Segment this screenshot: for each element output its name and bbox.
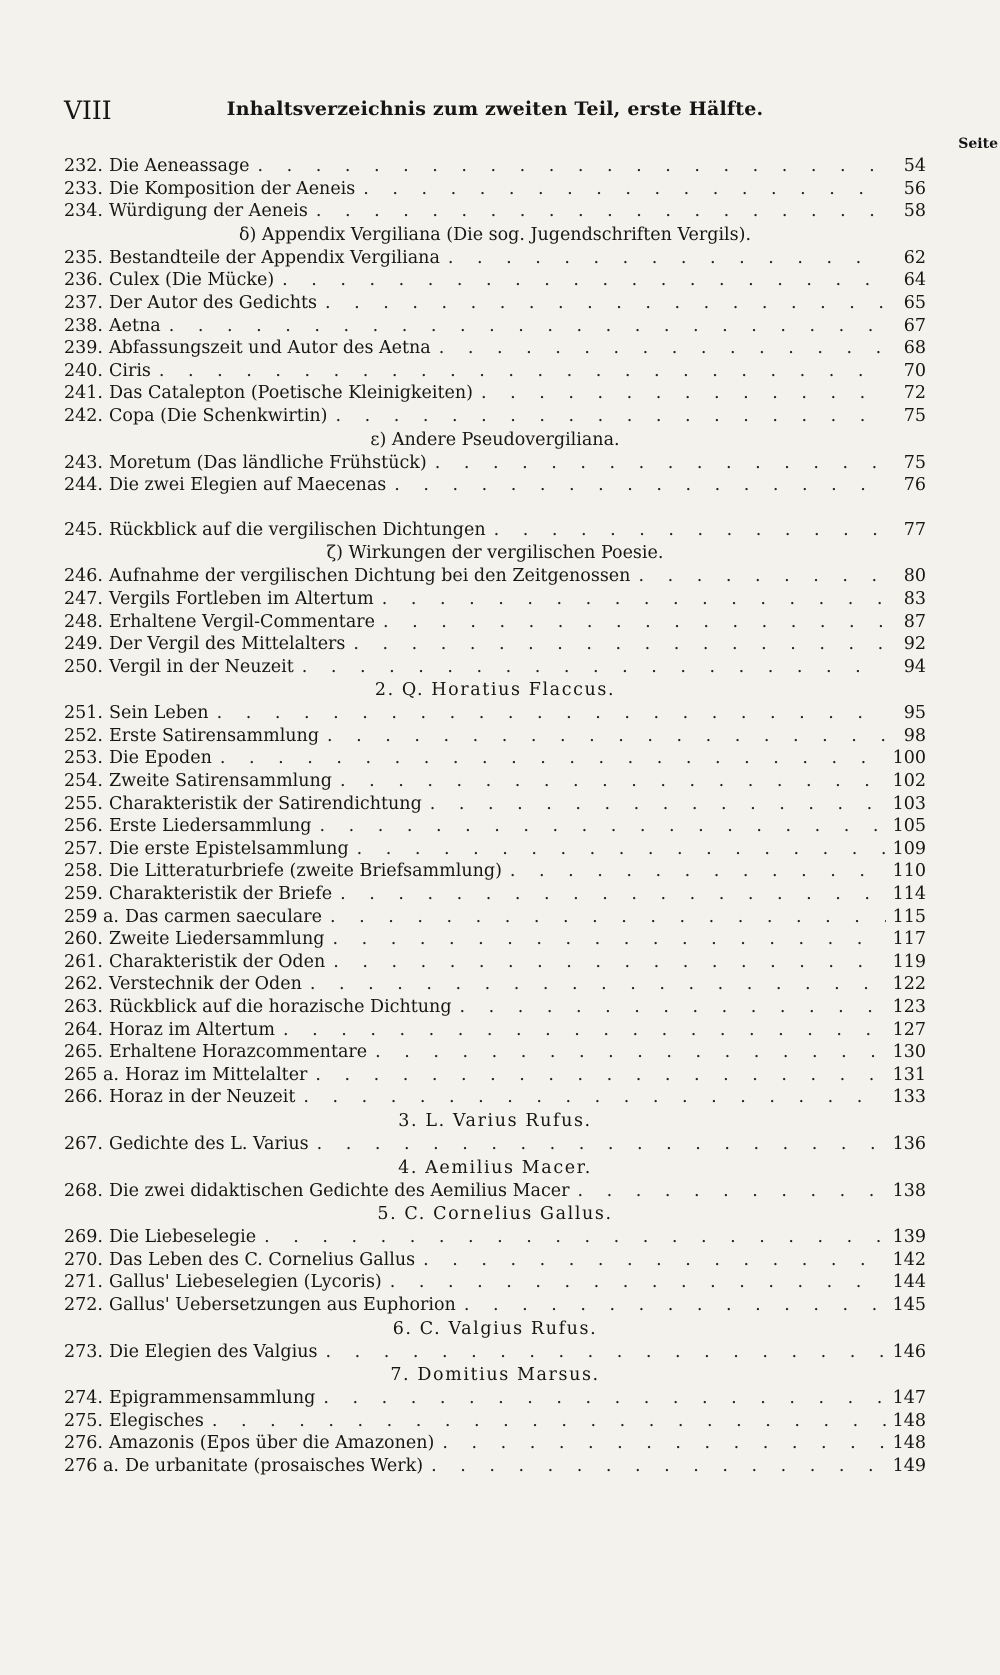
page-number: VIII — [64, 96, 112, 125]
page-header — [64, 96, 926, 130]
dot-leader — [386, 474, 886, 497]
entry-page: 83 — [903, 588, 926, 609]
dot-leader — [317, 1341, 886, 1364]
entry-title: Epigrammensammlung — [108, 1388, 316, 1409]
entry-page: 147 — [892, 1388, 926, 1409]
entry-page: 144 — [892, 1272, 926, 1293]
dot-leader — [452, 996, 886, 1019]
toc-entry — [64, 588, 926, 611]
entry-title: Die zwei didaktischen Gedichte des Aemilius Macer — [108, 1180, 570, 1201]
toc-entry — [64, 883, 926, 906]
entry-number: 247. — [64, 588, 103, 609]
toc-entry — [64, 815, 926, 838]
entry-number: 238. — [64, 315, 103, 336]
entry-number: 274. — [64, 1388, 103, 1409]
entry-page: 149 — [892, 1455, 926, 1476]
entry-page: 119 — [892, 951, 926, 972]
entry-title: Gallus' Uebersetzungen aus Euphorion — [108, 1294, 456, 1315]
section-heading: δ) Appendix Vergiliana (Die sog. Jugendschriften Vergils). — [238, 224, 752, 245]
entry-title: Die zwei Elegien auf Maecenas — [108, 475, 387, 496]
entry-number: 254. — [64, 771, 103, 792]
toc-entry — [64, 1041, 926, 1064]
entry-title: Bestandteile der Appendix Vergiliana — [108, 247, 440, 268]
entry-number: 255. — [64, 793, 103, 814]
dot-leader — [332, 770, 886, 793]
entry-title: Das carmen saeculare — [124, 906, 322, 927]
toc-entry — [64, 1271, 926, 1294]
entry-page: 70 — [903, 360, 926, 381]
section-heading: 7. Domitius Marsus. — [390, 1365, 600, 1386]
toc-entry — [64, 1180, 926, 1203]
toc-entry — [64, 747, 926, 770]
entry-title: Horaz im Mittelalter — [124, 1064, 308, 1085]
dot-leader — [212, 747, 886, 770]
table-of-contents — [64, 155, 926, 1478]
section-heading: ζ) Wirkungen der vergilischen Poesie. — [326, 543, 664, 564]
entry-page: 103 — [892, 793, 926, 814]
entry-page: 105 — [892, 816, 926, 837]
entry-page: 145 — [892, 1294, 926, 1315]
entry-number: 276. — [64, 1433, 103, 1454]
entry-title: Vergil in der Neuzeit — [108, 656, 294, 677]
dot-leader — [315, 1387, 886, 1410]
entry-page: 148 — [892, 1433, 926, 1454]
entry-title: Charakteristik der Briefe — [108, 884, 333, 905]
entry-page: 133 — [892, 1087, 926, 1108]
toc-entry — [64, 1387, 926, 1410]
entry-number: 252. — [64, 725, 103, 746]
dot-leader — [415, 1249, 886, 1272]
entry-title: Der Vergil des Mittelalters — [108, 634, 346, 655]
toc-entry — [64, 292, 926, 315]
entry-title: Erhaltene Horazcommentare — [108, 1042, 368, 1063]
toc-entry — [64, 1249, 926, 1272]
entry-title: De urbanitate (prosaisches Werk) — [124, 1455, 424, 1476]
toc-entry — [64, 337, 926, 360]
dot-leader — [422, 793, 886, 816]
entry-page: 123 — [892, 997, 926, 1017]
dot-leader — [427, 452, 886, 475]
dot-leader — [317, 292, 886, 315]
dot-leader — [294, 656, 886, 679]
toc-entry — [64, 656, 926, 679]
entry-number: 250. — [64, 656, 103, 677]
entry-title: Die Litteraturbriefe (zweite Briefsammlung) — [108, 861, 502, 882]
entry-number: 275. — [64, 1410, 103, 1431]
toc-entry — [64, 838, 926, 861]
entry-page: 80 — [903, 566, 926, 587]
dot-leader — [375, 611, 886, 634]
entry-number: 269. — [64, 1227, 103, 1248]
entry-number: 268. — [64, 1180, 103, 1201]
entry-page: 114 — [892, 884, 926, 905]
dot-leader — [327, 405, 886, 428]
section-heading: 5. C. Cornelius Gallus. — [377, 1204, 613, 1225]
entry-number: 265 a. — [64, 1064, 119, 1085]
entry-page: 72 — [903, 383, 926, 404]
entry-title: Zweite Satirensammlung — [108, 771, 332, 792]
entry-title: Abfassungszeit und Autor des Aetna — [108, 338, 431, 359]
dot-leader — [423, 1455, 886, 1478]
entry-page: 62 — [903, 247, 926, 268]
entry-number: 263. — [64, 997, 103, 1017]
blank-line — [64, 497, 926, 519]
entry-title: Erhaltene Vergil-Commentare — [108, 611, 375, 632]
entry-page: 54 — [903, 156, 926, 176]
dot-leader — [473, 382, 886, 405]
entry-number: 235. — [64, 247, 103, 268]
toc-entry — [64, 633, 926, 656]
entry-number: 246. — [64, 566, 103, 587]
dot-leader — [569, 1180, 886, 1203]
entry-title: Rückblick auf die horazische Dichtung — [108, 997, 452, 1017]
dot-leader — [440, 247, 886, 270]
entry-title: Verstechnik der Oden — [108, 974, 302, 995]
entry-number: 249. — [64, 634, 103, 655]
entry-number: 253. — [64, 748, 103, 769]
entry-title: Zweite Liedersammlung — [108, 929, 325, 950]
entry-title: Würdigung der Aeneis — [108, 201, 308, 222]
toc-entry — [64, 178, 926, 201]
entry-number: 257. — [64, 838, 103, 859]
toc-entry — [64, 1410, 926, 1433]
toc-entry — [64, 519, 926, 542]
entry-page: 77 — [903, 519, 926, 540]
entry-number: 258. — [64, 861, 103, 882]
entry-page: 58 — [903, 201, 926, 222]
entry-title: Die erste Epistelsammlung — [108, 838, 349, 859]
entry-number: 261. — [64, 951, 103, 972]
dot-leader — [325, 951, 886, 974]
dot-leader — [309, 1133, 886, 1156]
entry-number: 256. — [64, 816, 103, 837]
entry-page: 76 — [903, 475, 926, 496]
entry-number: 239. — [64, 338, 103, 359]
dot-leader — [311, 815, 886, 838]
toc-entry — [64, 1226, 926, 1249]
entry-page: 148 — [892, 1410, 926, 1431]
entry-title: Der Autor des Gedichts — [108, 292, 318, 313]
entry-page: 142 — [892, 1249, 926, 1270]
entry-page: 127 — [892, 1019, 926, 1040]
entry-title: Elegisches — [108, 1410, 204, 1431]
dot-leader — [431, 337, 886, 360]
toc-entry — [64, 247, 926, 270]
dot-leader — [308, 200, 886, 223]
entry-title: Copa (Die Schenkwirtin) — [108, 405, 328, 426]
toc-entry — [64, 973, 926, 996]
toc-entry — [64, 996, 926, 1019]
toc-entry — [64, 1455, 926, 1478]
entry-number: 232. — [64, 156, 103, 176]
entry-title: Erste Satirensammlung — [108, 725, 320, 746]
entry-page: 98 — [903, 725, 926, 746]
entry-number: 236. — [64, 270, 103, 291]
seite-label: Seite — [958, 136, 998, 152]
entry-title: Erste Liedersammlung — [108, 816, 312, 837]
dot-leader — [275, 1019, 886, 1042]
entry-title: Aufnahme der vergilischen Dichtung bei den Zeitgenossen — [108, 566, 631, 587]
toc-entry — [64, 565, 926, 588]
entry-page: 92 — [903, 634, 926, 655]
entry-number: 259 a. — [64, 906, 119, 927]
dot-leader — [355, 178, 886, 201]
dot-leader — [486, 519, 886, 542]
dot-leader — [345, 633, 886, 656]
toc-entry — [64, 1432, 926, 1455]
section-heading: 2. Q. Horatius Flaccus. — [374, 680, 616, 701]
entry-number: 260. — [64, 929, 103, 950]
toc-entry — [64, 928, 926, 951]
entry-page: 75 — [903, 405, 926, 426]
toc-entry — [64, 1341, 926, 1364]
toc-entry — [64, 860, 926, 883]
dot-leader — [319, 725, 886, 748]
toc-entry — [64, 1019, 926, 1042]
entry-page: 109 — [892, 838, 926, 859]
entry-page: 94 — [903, 656, 926, 677]
toc-entry — [64, 1133, 926, 1156]
entry-page: 139 — [892, 1227, 926, 1248]
dot-leader — [256, 1226, 886, 1249]
entry-page: 131 — [892, 1064, 926, 1085]
toc-entry — [64, 770, 926, 793]
entry-page: 87 — [903, 611, 926, 632]
toc-entry — [64, 200, 926, 223]
entry-number: 248. — [64, 611, 103, 632]
entry-number: 243. — [64, 452, 103, 473]
entry-title: Die Liebeselegie — [108, 1227, 257, 1248]
entry-title: Die Komposition der Aeneis — [108, 178, 356, 199]
toc-entry — [64, 452, 926, 475]
entry-number: 271. — [64, 1272, 103, 1293]
toc-entry — [64, 611, 926, 634]
toc-entry — [64, 725, 926, 748]
dot-leader — [250, 155, 886, 178]
toc-entry — [64, 405, 926, 428]
toc-entry — [64, 269, 926, 292]
section-heading: 4. Aemilius Macer. — [398, 1157, 592, 1178]
dot-leader — [630, 565, 886, 588]
dot-leader — [274, 269, 886, 292]
toc-entry — [64, 793, 926, 816]
dot-leader — [307, 1064, 886, 1087]
entry-title: Das Leben des C. Cornelius Gallus — [108, 1249, 416, 1270]
entry-title: Sein Leben — [108, 703, 209, 724]
entry-title: Ciris — [108, 360, 151, 381]
entry-page: 102 — [892, 771, 926, 792]
dot-leader — [456, 1294, 886, 1317]
entry-page: 136 — [892, 1133, 926, 1154]
entry-number: 273. — [64, 1341, 103, 1362]
entry-page: 75 — [903, 452, 926, 473]
entry-number: 272. — [64, 1294, 103, 1315]
dot-leader — [349, 838, 886, 861]
entry-number: 267. — [64, 1133, 103, 1154]
entry-number: 251. — [64, 703, 103, 724]
entry-number: 259. — [64, 884, 103, 905]
entry-number: 276 a. — [64, 1455, 119, 1476]
toc-entry — [64, 951, 926, 974]
entry-number: 237. — [64, 292, 103, 313]
entry-title: Die Elegien des Valgius — [108, 1341, 318, 1362]
dot-leader — [324, 928, 886, 951]
entry-number: 242. — [64, 405, 103, 426]
entry-number: 264. — [64, 1019, 103, 1040]
dot-leader — [161, 315, 886, 338]
entry-page: 115 — [892, 906, 926, 927]
toc-entry — [64, 702, 926, 725]
entry-page: 117 — [892, 929, 926, 950]
entry-number: 270. — [64, 1249, 103, 1270]
running-title: Inhaltsverzeichnis zum zweiten Teil, erste Hälfte. — [226, 98, 764, 120]
toc-entry — [64, 315, 926, 338]
entry-page: 130 — [892, 1042, 926, 1063]
section-heading: 6. C. Valgius Rufus. — [392, 1318, 598, 1339]
entry-page: 100 — [892, 748, 926, 769]
entry-page: 64 — [903, 270, 926, 291]
entry-number: 234. — [64, 201, 103, 222]
dot-leader — [374, 588, 886, 611]
entry-title: Horaz im Altertum — [108, 1019, 275, 1040]
dot-leader — [322, 906, 886, 929]
entry-title: Vergils Fortleben im Altertum — [108, 588, 374, 609]
dot-leader — [332, 883, 886, 906]
entry-title: Charakteristik der Oden — [108, 951, 326, 972]
toc-entry — [64, 155, 926, 178]
entry-page: 146 — [892, 1341, 926, 1362]
dot-leader — [204, 1410, 886, 1433]
toc-entry — [64, 382, 926, 405]
entry-number: 233. — [64, 178, 103, 199]
dot-leader — [434, 1432, 886, 1455]
entry-title: Gallus' Liebeselegien (Lycoris) — [108, 1272, 382, 1293]
entry-page: 138 — [892, 1180, 926, 1201]
dot-leader — [302, 973, 886, 996]
entry-title: Culex (Die Mücke) — [108, 270, 275, 291]
entry-number: 262. — [64, 974, 103, 995]
entry-title: Rückblick auf die vergilischen Dichtungen — [108, 519, 486, 540]
section-heading: ε) Andere Pseudovergiliana. — [370, 429, 620, 450]
dot-leader — [382, 1271, 886, 1294]
toc-entry — [64, 1064, 926, 1087]
entry-title: Charakteristik der Satirendichtung — [108, 793, 422, 814]
entry-number: 265. — [64, 1042, 103, 1063]
toc-entry — [64, 474, 926, 497]
entry-title: Amazonis (Epos über die Amazonen) — [108, 1433, 435, 1454]
toc-entry — [64, 1086, 926, 1109]
toc-entry — [64, 360, 926, 383]
dot-leader — [502, 860, 886, 883]
dot-leader — [367, 1041, 886, 1064]
entry-number: 240. — [64, 360, 103, 381]
entry-page: 65 — [903, 292, 926, 313]
entry-number: 266. — [64, 1087, 103, 1108]
entry-number: 245. — [64, 519, 103, 540]
dot-leader — [295, 1086, 886, 1109]
entry-page: 56 — [903, 178, 926, 199]
entry-title: Das Catalepton (Poetische Kleinigkeiten) — [108, 383, 473, 404]
entry-title: Aetna — [108, 315, 161, 336]
entry-page: 110 — [892, 861, 926, 882]
entry-title: Moretum (Das ländliche Frühstück) — [108, 452, 427, 473]
entry-page: 67 — [903, 315, 926, 336]
toc-entry — [64, 1294, 926, 1317]
toc-entry — [64, 906, 926, 929]
entry-number: 241. — [64, 383, 103, 404]
entry-number: 244. — [64, 475, 103, 496]
entry-title: Gedichte des L. Varius — [108, 1133, 309, 1154]
entry-page: 122 — [892, 974, 926, 995]
dot-leader — [151, 360, 886, 383]
entry-title: Horaz in der Neuzeit — [108, 1087, 296, 1108]
entry-page: 95 — [903, 703, 926, 724]
entry-title: Die Epoden — [108, 748, 212, 769]
section-heading: 3. L. Varius Rufus. — [398, 1110, 592, 1131]
entry-page: 68 — [903, 338, 926, 359]
dot-leader — [209, 702, 886, 725]
entry-title: Die Aeneassage — [108, 156, 250, 176]
